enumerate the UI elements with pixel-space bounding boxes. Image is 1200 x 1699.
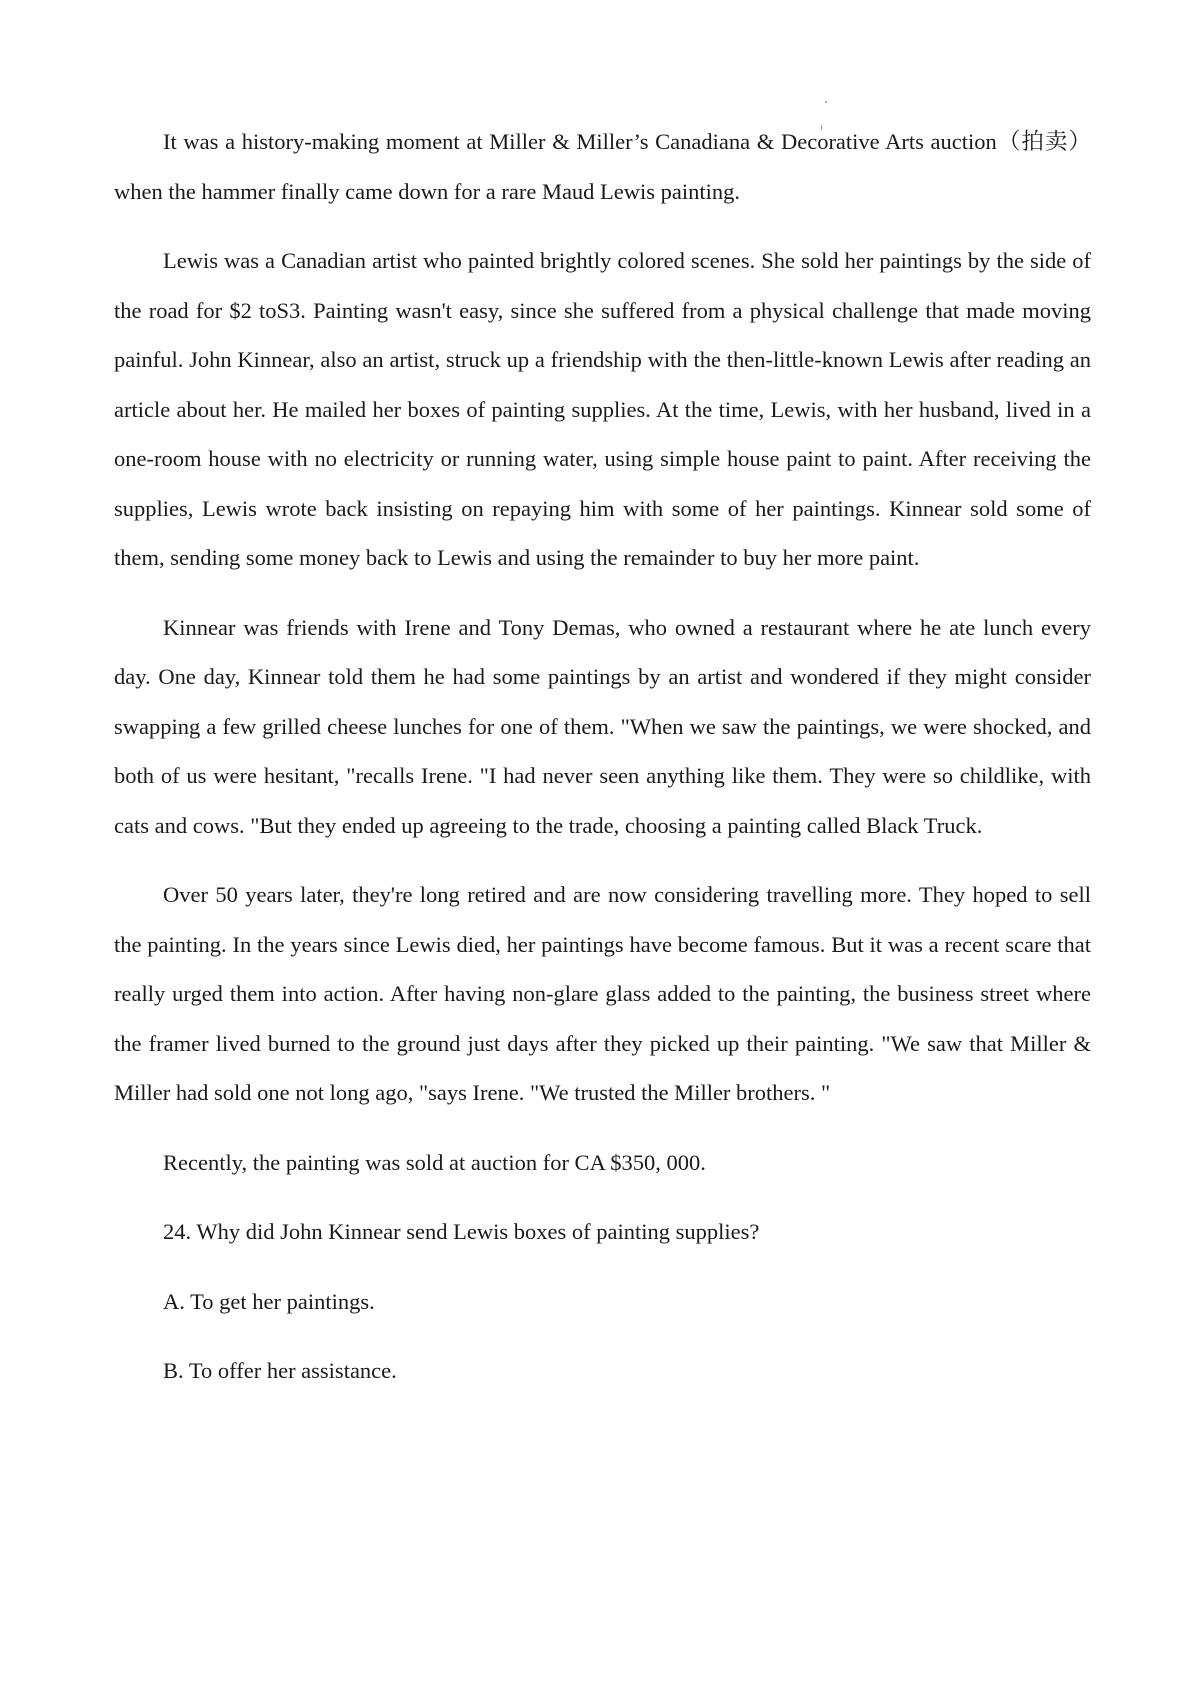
passage-paragraph-3: Kinnear was friends with Irene and Tony Demas, who owned a restaurant where he ate lunch every day. One day, Kinnear told them he had some paintings by an artist and wondered if they might consider swapping a few grilled cheese lunches for one of them. "When we saw the paintings, we were shocked, and both of us were hesitant, "recalls Irene. "I had never seen anything like them. They were so childlike, with cats and cows. "But they ended up agreeing to the trade, choosing a painting called Black Truck. (114, 614, 1091, 838)
option-a: A. To get her paintings. (163, 1288, 375, 1314)
document-content (114, 117, 1091, 1416)
scan-speck (825, 101, 827, 103)
question-24: 24. Why did John Kinnear send Lewis boxes of painting supplies? (163, 1219, 760, 1244)
option-b: B. To offer her assistance. (163, 1358, 397, 1383)
passage-paragraph-1: It was a history-making moment at Miller & Miller’s Canadiana & Decorative Arts auction（拍卖） when the hammer finally came down for a rare Maud Lewis painting. (114, 129, 1091, 204)
passage-paragraph-2: Lewis was a Canadian artist who painted brightly colored scenes. She sold her paintings by the side of the road for $2 toS3. Painting wasn't easy, since she suffered from a physical challenge that made moving painful. John Kinnear, also an artist, struck up a friendship with the then-little-known Lewis after reading an article about her. He mailed her boxes of painting supplies. At the time, Lewis, with her husband, lived in a one-room house with no electricity or running water, using simple house paint to paint. After receiving the supplies, Lewis wrote back insisting on repaying him with some of her paintings. Kinnear sold some of them, sending some money back to Lewis and using the remainder to buy her more paint. (114, 248, 1091, 570)
passage-paragraph-5: Recently, the painting was sold at auction for CA $350, 000. (163, 1149, 706, 1175)
passage-paragraph-4: Over 50 years later, they're long retired and are now considering travelling more. They hoped to sell the painting. In the years since Lewis died, her paintings have become famous. But it was a recent scare that really urged them into action. After having non-glare glass added to the painting, the business street where the framer lived burned to the ground just days after they picked up their painting. "We saw that Miller & Miller had sold one not long ago, "says Irene. "We trusted the Miller brothers. " (114, 882, 1091, 1105)
